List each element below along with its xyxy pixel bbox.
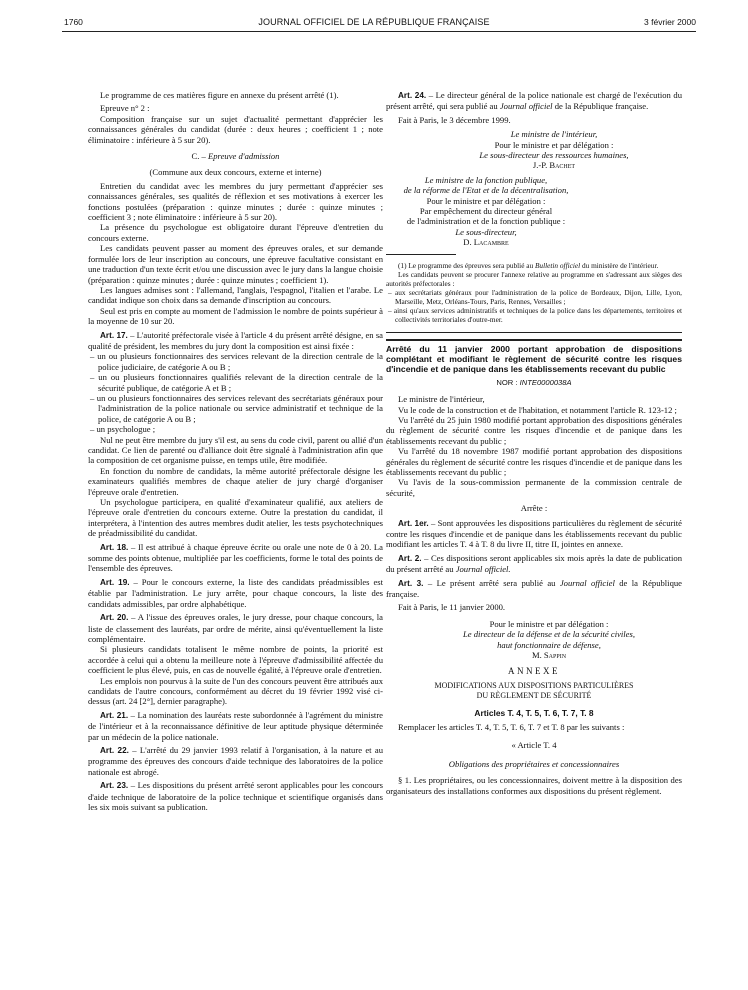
left-column bbox=[88, 90, 383, 812]
list-item: – un psychologue ; bbox=[90, 424, 156, 435]
article-21: Art. 21. – La nomination des lauréats reste subordonnée à l'agrément du ministre de l'intérieur et à la reconnaissance définitive de leur aptitude physique déterminée par un médecin de la police nationale. bbox=[88, 709, 383, 742]
footnote-rule bbox=[386, 254, 456, 255]
paragraph: Le programme de ces matières figure en annexe du présent arrêté (1). bbox=[100, 90, 339, 100]
article-1: Art. 1er. – Sont approuvées les dispositions particulières du règlement de sécurité contre les risques d'incendie et de panique dans les établissements recevant du public modifiant les articles T. 4 à T. 8 du livre II, titre II, jointes en annexe. bbox=[386, 517, 682, 550]
paragraph: Vu le code de la construction et de l'habitation, et notamment l'article R. 123-12 ; bbox=[398, 404, 677, 415]
paragraph: Composition française sur un sujet d'actualité permettant d'apprécier les connaissances générales du candidat (durée : deux heures ; coefficient 1 ; note éliminatoire : inférieure à 5 sur 20). bbox=[88, 113, 383, 145]
list-item: – un ou plusieurs fonctionnaires des services relevant de la direction centrale de la police judiciaire, de catégorie A ou B ; bbox=[90, 351, 383, 372]
journal-title: JOURNAL OFFICIEL DE LA RÉPUBLIQUE FRANÇAISE bbox=[258, 17, 490, 27]
issue-date: 3 février 2000 bbox=[644, 17, 696, 27]
article-18: Art. 18. – Il est attribué à chaque épreuve écrite ou orale une note de 0 à 20. La somme des points obtenue, multipliée par les coefficients, forme le total des points de l'ensemble des épreuves. bbox=[88, 541, 383, 574]
list-item: – un ou plusieurs fonctionnaires des services relevant des secrétariats généraux pour l'administration de la police nationale ou service administratif et technique de la police, de catégorie A ou B ; bbox=[90, 392, 383, 424]
paragraph: Nul ne peut être membre du jury s'il est, au sens du code civil, parent ou allié d'un candidat. Ce lien de parenté ou d'alliance doit être signalé à l'administration afin que la composition de cet organisme puisse, en temps utile, être modifiée. bbox=[88, 434, 383, 466]
paragraph: La présence du psychologue est obligatoire durant l'épreuve d'entretien du concours externe. bbox=[88, 222, 383, 243]
articles-heading: Articles T. 4, T. 5, T. 6, T. 7, T. 8 bbox=[474, 707, 594, 718]
paragraph: Vu l'avis de la sous-commission permanente de la commission centrale de sécurité, bbox=[386, 477, 682, 498]
article-t4-heading: « Article T. 4 bbox=[511, 740, 557, 751]
article-24: Art. 24. – Le directeur général de la police nationale est chargé de l'exécution du présent arrêté, qui sera publié au Journal officiel de la République française. bbox=[386, 90, 682, 112]
nor-reference: NOR : INTE0000038A bbox=[496, 377, 572, 387]
footnotes bbox=[386, 261, 682, 324]
article-20: Art. 20. – A l'issue des épreuves orales, le jury dresse, pour chaque concours, la liste de classement des lauréats, par ordre de mérite, ainsi qu'éventuellement la liste complémentaire. bbox=[88, 612, 383, 644]
date-line: Fait à Paris, le 3 décembre 1999. bbox=[398, 114, 511, 125]
paragraph: Epreuve n° 2 : bbox=[100, 103, 150, 114]
article-23: Art. 23. – Les dispositions du présent arrêté seront applicables pour les concours d'aide technique de laboratoire de la police technique et scientifique organisés dans les six mois suivant sa publication. bbox=[88, 780, 383, 812]
paragraph: Un psychologue participera, en qualité d'examinateur qualifié, aux ateliers de l'épreuve orale d'entretien du concours externe. Outre la prestation du candidat, il interprétera, à l'intention des autres membres dudit atelier, les tests psychotechniques de préadmissibilité du candidat. bbox=[88, 497, 383, 539]
paragraph: Les candidats peuvent passer au moment des épreuves orales, et sur demande formulée lors de leur inscription au concours, une épreuve facultative consistant en une traduction d'un texte écrit et/ou une discussion avec le jury dans la langue choisie (préparation : quinze minutes ; durée : quinze minutes ; coefficient 1). bbox=[88, 243, 383, 285]
footnote-item: – aux secrétariats généraux pour l'administration de la police de Bordeaux, Dijon, Lille, Lyon, Marseille, Metz, Orléans-Tours, Paris, Rennes, Versailles ; bbox=[388, 287, 682, 306]
signature-block: Pour le ministre et par délégation : Le directeur de la défense et de la sécurité civiles, haut fonctionnaire de défense, M. Sappin bbox=[463, 618, 635, 661]
arrete-title: Arrêté du 11 janvier 2000 portant approbation de dispositions complétant et modifiant le règlement de sécurité contre les risques d'incendie et de panique dans les établissements recevant du public bbox=[386, 343, 682, 374]
section-heading: C. – Epreuve d'admission bbox=[191, 151, 280, 162]
article-22: Art. 22. – L'arrêté du 29 janvier 1993 relatif à l'organisation, à la nature et au programme des épreuves des concours d'aide technique des laboratoires de la police nationale est abrogé. bbox=[88, 744, 384, 777]
obligations-heading: Obligations des propriétaires et concessionnaires bbox=[448, 758, 620, 769]
signature-block: Le ministre de l'intérieur, Pour le ministre et par délégation : Le sous-directeur des ressources humaines, J.-P. Bachet bbox=[479, 129, 629, 171]
paragraph: Seul est pris en compte au moment de l'admission le nombre de points supérieur à la moyenne de 10 sur 20. bbox=[88, 305, 383, 327]
footnote-item: – ainsi qu'aux services administratifs et techniques de la police dans les départements, territoires et collectivités territoriales d'outre-mer. bbox=[388, 305, 682, 324]
page-number: 1760 bbox=[64, 17, 83, 27]
article-19: Art. 19. – Pour le concours externe, la liste des candidats préadmissibles est établie par l'administration. Le jury arrête, pour chaque concours, la liste des candidats admissibles, par ordre alphabétique. bbox=[88, 576, 383, 609]
section-subheading: (Commune aux deux concours, externe et interne) bbox=[149, 167, 322, 178]
date-line: Fait à Paris, le 11 janvier 2000. bbox=[398, 602, 506, 613]
paragraph: Si plusieurs candidats totalisent le même nombre de points, la priorité est accordée à celui qui a obtenu la meilleure note à l'épreuve d'admissibilité affectée du coefficient le plus élevé, puis, en cas de nouvelle égalité, à l'épreuve orale d'entretien. bbox=[88, 644, 383, 676]
list-item: – un ou plusieurs fonctionnaires qualifiés relevant de la direction centrale de la sécurité publique, de catégorie A et B ; bbox=[90, 372, 383, 393]
paragraph: En fonction du nombre de candidats, la même autorité préfectorale désigne les examinateurs qualifiés membres de chaque atelier de jury chargé d'organiser l'épreuve orale d'entretien. bbox=[88, 465, 383, 497]
article-17: Art. 17. – L'autorité préfectorale visée à l'article 4 du présent arrêté désigne, en sa qualité de président, les membres du jury dont la composition est ainsi fixée : bbox=[88, 329, 383, 351]
paragraph: Remplacer les articles T. 4, T. 5, T. 6, T. 7 et T. 8 par les suivants : bbox=[398, 722, 625, 733]
header-rule bbox=[62, 31, 696, 32]
article-3: Art. 3. – Le présent arrêté sera publié au Journal officiel de la République française. bbox=[386, 577, 682, 599]
annex-subheading: MODIFICATIONS AUX DISPOSITIONS PARTICULIÈRES bbox=[434, 680, 634, 690]
footnote: Les candidats peuvent se procurer l'annexe relative au programme en s'adressant aux sièges des autorités préfectorales : bbox=[386, 269, 682, 288]
paragraph: Les langues admises sont : l'allemand, l'anglais, l'espagnol, l'italien et l'arabe. Le candidat indique son choix dans sa demande d'inscription au concours. bbox=[88, 284, 383, 306]
article-2: Art. 2. – Ces dispositions seront applicables six mois après la date de publication du présent arrêté au Journal officiel. bbox=[386, 552, 682, 575]
footnote: (1) Le programme des épreuves sera publié au Bulletin officiel du ministère de l'intérieur. bbox=[398, 260, 659, 270]
signature-block: Le ministre de la fonction publique, de la réforme de l'Etat et de la décentralisation, Pour le ministre et par délégation : Par empêchement du directeur général de l'administration et de la fonction publique : Le sous-directeur, D. Lacambre bbox=[403, 174, 569, 248]
paragraph: Le ministre de l'intérieur, bbox=[398, 394, 485, 405]
page-header bbox=[0, 15, 748, 31]
paragraph: § 1. Les propriétaires, ou les concessionnaires, doivent mettre à la disposition des organisateurs des installations conformes aux dispositions du présent règlement. bbox=[386, 775, 682, 796]
right-column bbox=[386, 90, 682, 796]
paragraph: Les emplois non pourvus à la suite de l'un des concours peuvent être attribués aux candidats de l'autre concours, conformément au décret du 19 février 1992 visé ci-dessus (art. 24 [2°], dernier paragraphe). bbox=[88, 675, 383, 707]
section-rule bbox=[386, 332, 682, 333]
paragraph: Vu l'arrêté du 25 juin 1980 modifié portant approbation des dispositions générales du règlement de sécurité contre les risques d'incendie et de panique dans les établissements recevant du public ; bbox=[386, 414, 682, 446]
section-rule-thick bbox=[386, 339, 682, 341]
paragraph: Entretien du candidat avec les membres du jury permettant d'apprécier ses connaissances générales, ses qualités de réflexion et ses motivations à exercer les fonctions postulées (préparation : quinze minutes ; durée : quinze minutes ; coefficient 3 ; note éliminatoire : inférieure à 5 sur 20). bbox=[88, 180, 383, 223]
paragraph: Vu l'arrêté du 18 novembre 1987 modifié portant approbation des dispositions générales du règlement de sécurité contre les risques d'incendie et de panique dans les établissements recevant du public ; bbox=[386, 446, 682, 477]
annex-heading: ANNEXE bbox=[508, 666, 560, 677]
arrete-label: Arrête : bbox=[520, 503, 548, 514]
annex-subheading: DU RÈGLEMENT DE SÉCURITÉ bbox=[476, 691, 592, 701]
